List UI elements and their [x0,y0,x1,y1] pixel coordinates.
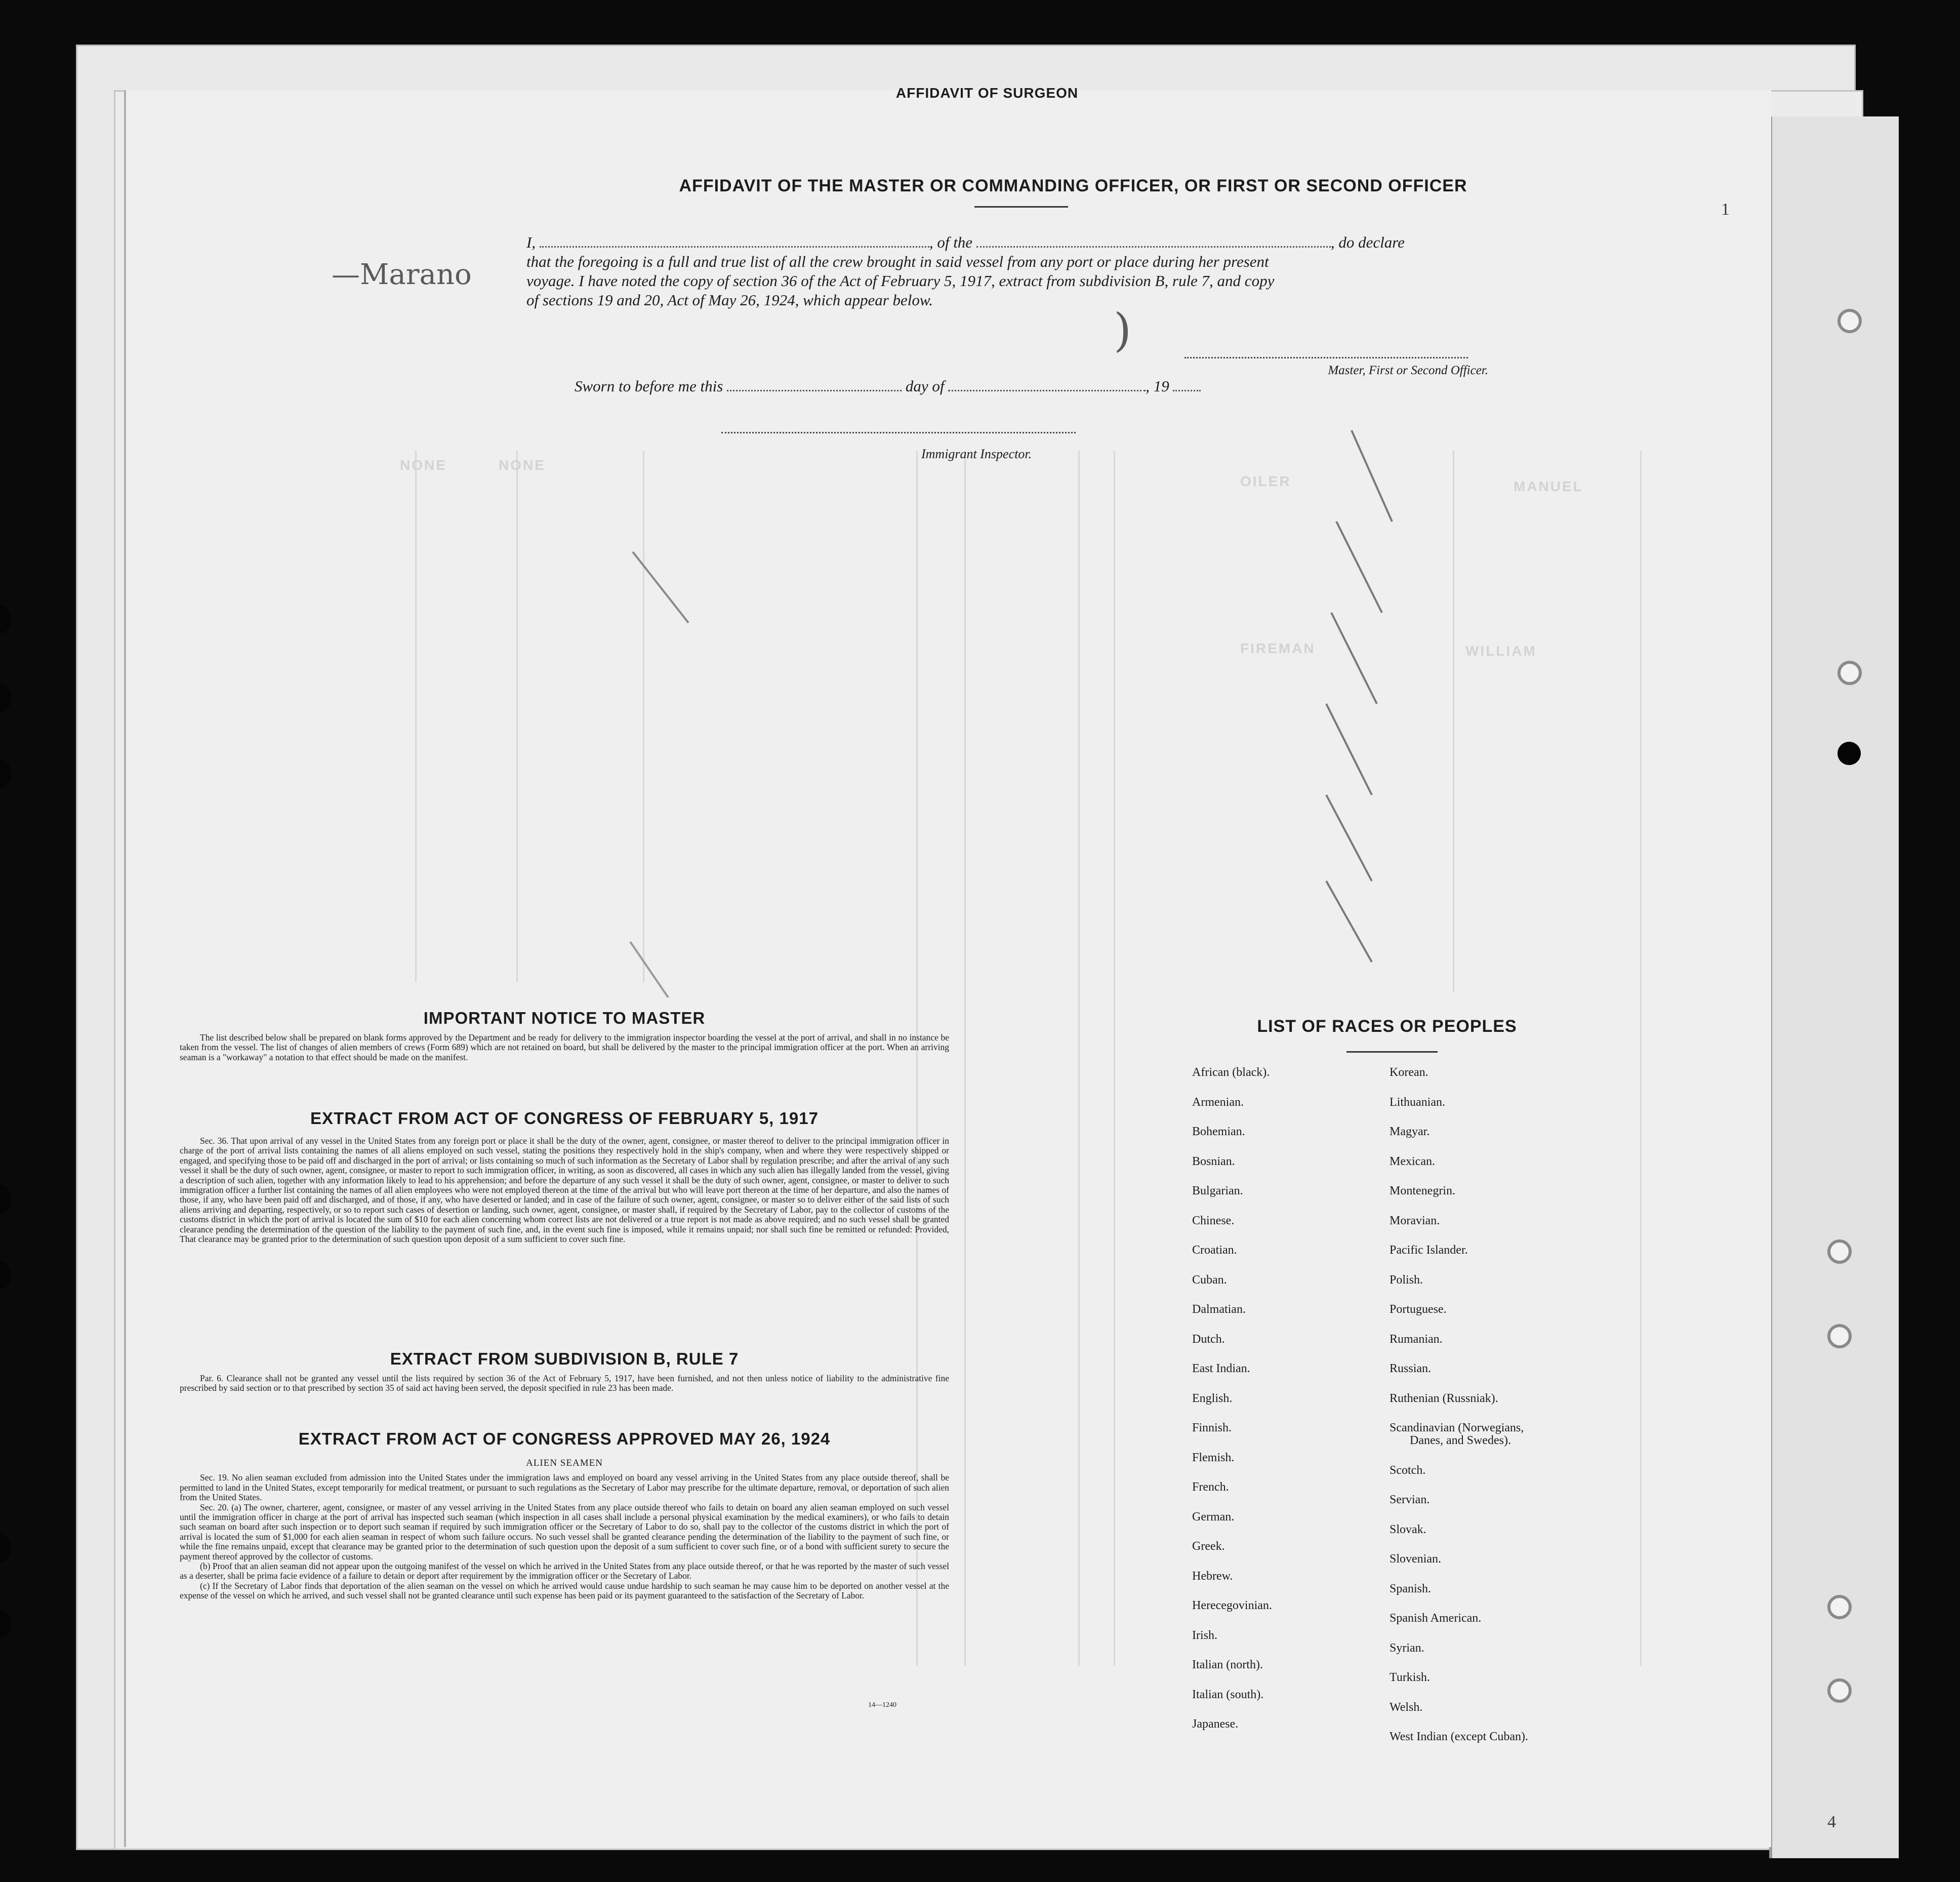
race-item: Cuban. [1192,1273,1227,1287]
extract-1924-title: EXTRACT FROM ACT OF CONGRESS APPROVED MAY 26, 1924 [298,1429,831,1448]
race-item: Montenegrin. [1390,1184,1455,1197]
binder-hole [0,759,11,788]
binder-hole [0,1610,11,1638]
race-item: Herecegovinian. [1192,1599,1272,1612]
corner-pencil-mark: 4 [1827,1813,1836,1831]
race-item: Portuguese. [1390,1303,1447,1316]
race-item: German. [1192,1510,1235,1524]
race-item: Hebrew. [1192,1569,1233,1583]
race-item: Spanish. [1390,1582,1432,1595]
race-item: Slovenian. [1390,1552,1441,1566]
notice-paragraph: The list described below shall be prepared on blank forms approved by the Department and be ready for delivery to the immigration inspector boarding the vessel at the port of arrival, and shall in no instance be taken from the vessel. The list of changes of alien members of crews (Form 689) which are not retained on board, but shall be delivered by the master to the principal immigration officer at the port. When an arriving seaman is a "workaway" a notation to that effect should be made on the manifest. [180,1032,949,1062]
race-item: East Indian. [1192,1362,1250,1375]
race-item: Scotch. [1390,1463,1426,1477]
binder-hole [0,1534,11,1563]
race-item: Moravian. [1390,1214,1440,1227]
pencil-check-marks [623,937,683,1008]
race-item: Polish. [1390,1273,1423,1287]
pencil-annotation: ) [1114,304,1132,357]
of-the-label: , of the [929,233,973,251]
page-number-mark: 1 [1721,200,1730,219]
races-rule [1346,1051,1438,1053]
notice-text [180,1033,949,1062]
inspector-signature-field[interactable] [721,432,1076,435]
race-item: Pacific Islander. [1390,1244,1468,1257]
race-item: Danes, and Swedes). [1410,1434,1511,1447]
race-item: Bosnian. [1192,1154,1235,1168]
race-item: Spanish American. [1390,1612,1482,1625]
extract-rule7-text [180,1374,949,1393]
races-title: LIST OF RACES OR PEOPLES [1257,1017,1517,1036]
bleed-text: NONE [499,457,546,473]
bleed-rule [1640,451,1642,1666]
race-item: Syrian. [1390,1641,1424,1655]
form-number: 14—1240 [868,1701,896,1709]
race-item: Croatian. [1192,1244,1237,1257]
bleed-text: NONE [400,457,447,473]
sworn-day-field[interactable] [727,390,902,391]
race-item: Mexican. [1390,1154,1435,1168]
race-item: Rumanian. [1390,1332,1443,1346]
sec19-paragraph: Sec. 19. No alien seaman excluded from admission into the United States under the immigration laws and employed on board any vessel arriving in the United States from any place outside thereof, shall be permitted to land in the United States, except temporarily for medical treatment, or pursuant to such regulations as the Secretary of Labor may prescribe for the ultimate departure, removal, or deportation of such alien from the United States. [180,1472,949,1503]
race-item: Finnish. [1192,1421,1232,1434]
sworn-month-field[interactable] [948,390,1146,391]
bleed-rule [1453,451,1454,992]
sec20c-paragraph: (c) If the Secretary of Labor finds that deportation of the alien seaman on the vessel on which he arrived would cause undue hardship to such seaman he may cause him to be deported on another vessel at the expense of the vessel on which he arrived, and such vessel shall not be granted clearance until such expense has been paid or its payment guaranteed to the satisfaction of the Secretary of Labor. [180,1580,949,1601]
declaration-line: voyage. I have noted the copy of section 36 of the Act of February 5, 1917, extract from subdivision B, rule 7, and copy [526,272,1275,290]
race-item: Italian (north). [1192,1658,1263,1671]
race-item: Armenian. [1192,1095,1244,1109]
binder-hole [1838,742,1861,765]
ring-hole [1827,1239,1852,1264]
binder-hole [0,684,11,712]
day-of-label: day of [905,377,945,395]
extract-1917-text [180,1136,949,1244]
bleed-rule [1078,451,1080,1666]
vessel-name-field[interactable] [976,246,1331,248]
race-item: Scandinavian (Norwegians, [1390,1421,1524,1434]
declaration-line: that the foregoing is a full and true list of all the crew brought in said vessel from any port or place during her present [526,253,1269,270]
bleed-rule [415,451,417,982]
extract-rule7-title: EXTRACT FROM SUBDIVISION B, RULE 7 [390,1349,739,1368]
race-item: Dalmatian. [1192,1303,1246,1316]
sec20a-paragraph: Sec. 20. (a) The owner, charterer, agent, consignee, or master of any vessel arriving in the United States from any place outside thereof who fails to detain on board any alien seaman employed on such vessel until the immigration officer in charge at the port of arrival has inspected such seaman (which inspection in all cases shall include a personal physical examination by the medical examiners), or who fails to detain such seaman on board after such inspection or to deport such seaman if required by such immigration officer or the Secretary of Labor to do so, shall pay to the collector of the customs district in which the port of arrival is located the sum of $1,000 for each alien seaman in respect of whom such failure occurs. No such vessel shall be granted clearance pending the determination of the liability to the payment of such fine, or while the fine remains unpaid, except that clearance may be granted prior to the determination of such question upon the deposit of a sum sufficient to cover such fine, or of a bond with sufficient surety to secure the payment thereof approved by the collector of customs. [180,1502,949,1561]
race-item: English. [1192,1391,1233,1405]
declarant-name-field[interactable] [540,246,929,248]
pencil-check-marks [1316,420,1417,987]
binder-hole [0,1261,11,1289]
surgeon-affidavit-heading: AFFIDAVIT OF SURGEON [895,85,1079,101]
bleed-rule [516,451,518,982]
race-item: Irish. [1192,1628,1217,1642]
bleed-text: WILLIAM [1465,643,1537,659]
race-item: Russian. [1390,1362,1432,1375]
race-item: Welsh. [1390,1700,1423,1714]
master-affidavit-heading: AFFIDAVIT OF THE MASTER OR COMMANDING OFFICER, OR FIRST OR SECOND OFFICER [679,176,1467,195]
ring-hole [1838,661,1862,685]
bleed-text: MANUEL [1514,478,1583,494]
binder-hole [0,1185,11,1213]
extract-1917-paragraph: Sec. 36. That upon arrival of any vessel in the United States from any foreign port or place it shall be the duty of the owner, agent, consignee, or master thereof to deliver to the principal immigration officer in charge of the port of arrival lists containing the names of all aliens employed on such vessel, stating the positions they respectively hold in the ship's company, when and where they were respectively shipped or engaged, and specifying those to be paid off and discharged in the port of arrival; or lists containing so much of such information as the Secretary of Labor shall by regulation prescribe; and after the arrival of any such vessel it shall be the duty of such owner, agent, consignee, or master to report to such immigration officer, in writing, as soon as discovered, all cases in which any such alien has illegally landed from the vessel, giving a description of such alien, together with any information likely to lead to his apprehension; and before the departure of any such vessel it shall be the duty of such owner, agent, consignee, or master to deliver to such immigration officer a further list containing the names of all alien employees who were not employed thereon at the time of the arrival but who will leave port thereon at the time of her departure, and also the names of those, if any, who have been paid off and discharged, and of those, if any, who have deserted or landed; and in case of the failure of such owner, agent, consignee, or master so to deliver either of the said lists of such aliens arriving and departing, respectively, or so to report such cases of desertion or landing, such owner, agent, consignee, or master shall, if required by the Secretary of Labor, pay to the collector of customs of the customs district in which the port of arrival is located the sum of $10 for each alien concerning whom correct lists are not delivered or a true report is not made as above required; and no such vessel shall be granted clearance pending the determination of the question of the liability to the payment of such fine, and, in the event such fine is imposed, while it remains unpaid; nor shall such fine be remitted or refunded: Provided, That clearance may be granted prior to the determination of such question upon deposit of a sum sufficient to cover such fine. [180,1136,949,1245]
race-item: Korean. [1390,1066,1428,1079]
year-prefix-label: , 19 [1146,377,1169,395]
race-item: Chinese. [1192,1214,1235,1227]
bleed-rule [643,451,644,982]
declarant-label: I, [526,233,536,251]
alien-seamen-subtitle: ALIEN SEAMEN [526,1458,603,1468]
race-item: Servian. [1390,1493,1430,1506]
race-item: African (black). [1192,1066,1270,1079]
heading-rule [974,206,1068,208]
ring-hole [1827,1324,1852,1348]
ring-hole [1838,309,1862,333]
extract-1917-title: EXTRACT FROM ACT OF CONGRESS OF FEBRUARY 5, 1917 [310,1109,819,1128]
bleed-rule [1114,451,1115,1666]
sec20b-paragraph: (b) Proof that an alien seaman did not appear upon the outgoing manifest of the vessel on which he arrived in the United States from any place outside thereof, or that he was reported by the master of such vessel as a deserter, shall be prima facie evidence of a failure to detain or deport after requirement by the immigration officer or the Secretary of Labor. [180,1561,949,1581]
race-item: Greek. [1192,1540,1225,1553]
pencil-check-marks [623,547,704,638]
race-item: Bohemian. [1192,1125,1245,1138]
bleed-text: FIREMAN [1240,640,1316,656]
race-item: French. [1192,1480,1229,1494]
extract-1924-text [180,1458,949,1601]
race-item: Bulgarian. [1192,1184,1243,1197]
race-item: Flemish. [1192,1451,1235,1464]
race-item: Turkish. [1390,1671,1430,1684]
officer-signature-field[interactable] [1185,357,1468,360]
race-item: Magyar. [1390,1125,1430,1138]
race-item: Dutch. [1192,1332,1225,1346]
binder-hole [0,605,11,633]
ring-hole [1827,1595,1852,1619]
sworn-label: Sworn to before me this [575,377,723,395]
declaration-line: of sections 19 and 20, Act of May 26, 1924, which appear below. [526,291,933,309]
officer-caption: Master, First or Second Officer. [1328,364,1488,377]
race-item: Lithuanian. [1390,1095,1445,1109]
race-item: West Indian (except Cuban). [1390,1730,1528,1743]
bleed-rule [964,451,966,1666]
notice-title: IMPORTANT NOTICE TO MASTER [423,1009,706,1027]
do-declare-label: , do declare [1330,233,1405,251]
race-item: Japanese. [1192,1717,1239,1731]
inspector-caption: Immigrant Inspector. [921,447,1032,461]
extract-rule7-paragraph: Par. 6. Clearance shall not be granted any vessel until the lists required by section 36 of the Act of February 5, 1917, have been furnished, and not then unless notice of liability to the administrative fine prescribed by said section or to that prescribed by section 35 of said act having been served, the deposit specified in rule 23 has been made. [180,1373,949,1393]
race-item: Ruthenian (Russniak). [1390,1391,1498,1405]
sworn-year-field[interactable] [1173,390,1201,391]
ring-hole [1827,1678,1852,1703]
sworn-line [575,377,1334,395]
race-item: Italian (south). [1192,1688,1264,1701]
bleed-text: OILER [1240,473,1291,489]
pencil-annotation: —Marano [332,258,472,291]
declaration-block [526,233,1539,310]
race-item: Slovak. [1390,1523,1426,1536]
